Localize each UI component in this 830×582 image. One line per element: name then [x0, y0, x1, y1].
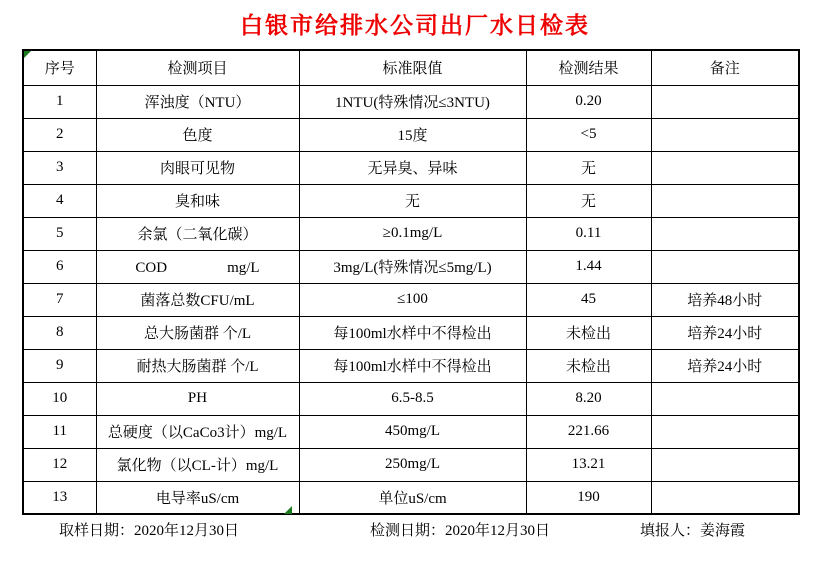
header-no: 序号: [23, 50, 96, 85]
cell-no: 12: [23, 448, 96, 481]
cell-limit: 15度: [299, 118, 526, 151]
header-note: 备注: [651, 50, 799, 85]
table-row: [23, 85, 799, 118]
cell-limit: 6.5-8.5: [299, 382, 526, 415]
cell-item: 菌落总数CFU/mL: [96, 283, 299, 316]
cell-no: 7: [23, 283, 96, 316]
footer: [0, 519, 830, 541]
cell-item: COD mg/L: [96, 250, 299, 283]
cell-no: 1: [23, 85, 96, 118]
table-row: [23, 415, 799, 448]
table-row: [23, 184, 799, 217]
cell-limit: 每100ml水样中不得检出: [299, 316, 526, 349]
cell-limit: 单位uS/cm: [299, 481, 526, 514]
cell-result: 1.44: [526, 250, 651, 283]
cell-note: 培养24小时: [651, 349, 799, 382]
inspection-table: [22, 49, 800, 515]
cell-item: 肉眼可见物: [96, 151, 299, 184]
table-row: [23, 118, 799, 151]
cell-item: 总大肠菌群 个/L: [96, 316, 299, 349]
table-row: [23, 481, 799, 514]
cell-item: 耐热大肠菌群 个/L: [96, 349, 299, 382]
reporter-label: 填报人：姜海霞: [640, 523, 746, 539]
table-row: [23, 283, 799, 316]
excel-green-corner-icon: [24, 51, 31, 58]
cell-result: 0.11: [526, 217, 651, 250]
excel-green-corner-bottom-icon: [284, 506, 292, 514]
cell-note: [651, 250, 799, 283]
cell-result: 无: [526, 184, 651, 217]
cell-limit: 450mg/L: [299, 415, 526, 448]
cell-result: 0.20: [526, 85, 651, 118]
page-title: 白银市给排水公司出厂水日检表: [240, 13, 590, 38]
cell-item: 电导率uS/cm: [96, 481, 299, 514]
table-header: [23, 50, 799, 85]
test-date-label: 检测日期：2020年12月30日: [370, 523, 551, 539]
cell-item: 臭和味: [96, 184, 299, 217]
cell-item: 氯化物（以CL-计）mg/L: [96, 448, 299, 481]
cell-result: 未检出: [526, 349, 651, 382]
cell-note: [651, 415, 799, 448]
sampling-date-label: 取样日期：2020年12月30日: [59, 523, 240, 539]
table-row: [23, 448, 799, 481]
cell-no: 10: [23, 382, 96, 415]
cell-limit: ≥0.1mg/L: [299, 217, 526, 250]
header-row: [23, 50, 799, 85]
cell-result: 13.21: [526, 448, 651, 481]
cell-result: 221.66: [526, 415, 651, 448]
cell-item: PH: [96, 382, 299, 415]
cell-limit: 每100ml水样中不得检出: [299, 349, 526, 382]
cell-note: [651, 217, 799, 250]
cell-note: [651, 382, 799, 415]
cell-note: 培养24小时: [651, 316, 799, 349]
cell-no: 5: [23, 217, 96, 250]
cell-note: [651, 151, 799, 184]
cell-no: 9: [23, 349, 96, 382]
cell-note: [651, 184, 799, 217]
cell-item: 色度: [96, 118, 299, 151]
cell-no: 13: [23, 481, 96, 514]
cell-no: 11: [23, 415, 96, 448]
cell-item: 总硬度（以CaCo3计）mg/L: [96, 415, 299, 448]
cell-result: 无: [526, 151, 651, 184]
cell-item: 浑浊度（NTU）: [96, 85, 299, 118]
cell-item: 余氯（二氧化碳）: [96, 217, 299, 250]
table-row: [23, 217, 799, 250]
cell-limit: 3mg/L(特殊情况≤5mg/L): [299, 250, 526, 283]
cell-no: 3: [23, 151, 96, 184]
cell-limit: 无: [299, 184, 526, 217]
cell-limit: ≤100: [299, 283, 526, 316]
cell-result: 190: [526, 481, 651, 514]
table-row: [23, 349, 799, 382]
cell-limit: 1NTU(特殊情况≤3NTU): [299, 85, 526, 118]
cell-no: 4: [23, 184, 96, 217]
cell-note: [651, 448, 799, 481]
cell-limit: 250mg/L: [299, 448, 526, 481]
table-row: [23, 250, 799, 283]
cell-note: [651, 481, 799, 514]
cell-result: 8.20: [526, 382, 651, 415]
table-row: [23, 382, 799, 415]
table-row: [23, 151, 799, 184]
cell-result: 未检出: [526, 316, 651, 349]
cell-no: 6: [23, 250, 96, 283]
table-row: [23, 316, 799, 349]
header-item: 检测项目: [96, 50, 299, 85]
header-limit: 标准限值: [299, 50, 526, 85]
header-result: 检测结果: [526, 50, 651, 85]
cell-no: 8: [23, 316, 96, 349]
cell-result: 45: [526, 283, 651, 316]
table-body: [23, 85, 799, 514]
cell-result: <5: [526, 118, 651, 151]
cell-limit: 无异臭、异味: [299, 151, 526, 184]
cell-no: 2: [23, 118, 96, 151]
cell-note: [651, 118, 799, 151]
cell-note: 培养48小时: [651, 283, 799, 316]
cell-note: [651, 85, 799, 118]
